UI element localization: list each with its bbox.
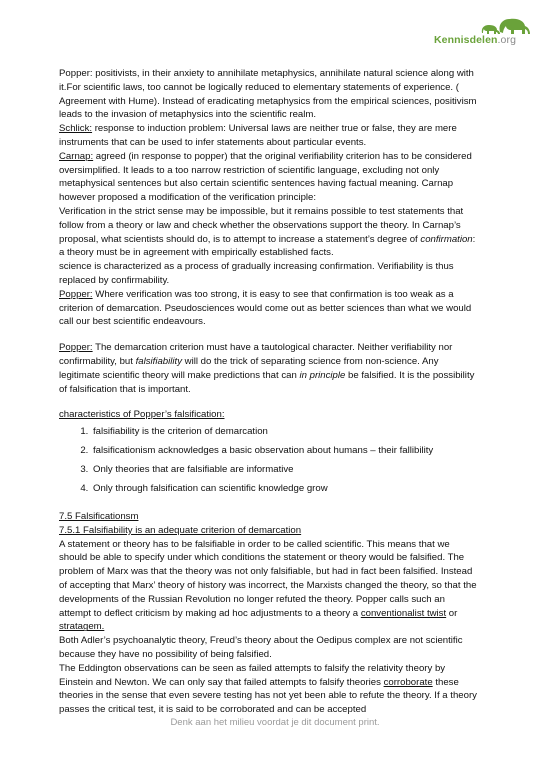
paragraph-eddington: The Eddington observations can be seen as failed attempts to falsify the relativity theory by Einstein and Newton. We can only say that failed attempts to falsify theories corroborate these theories in the sense that even severe testing has not yet been able to refute the theory. If a theory passes the critical test, it is said to be corroborated and can be accepted [59,662,477,716]
paragraph-science-confirmation: science is characterized as a process of gradually increasing confirmation. Verifiability is thus replaced by confirmability. [59,261,454,286]
paragraph-adler-freud: Both Adler’s psychoanalytic theory, Freud’s theory about the Oedipus complex are not scientific because they have no possibility of being falsified. [59,635,463,661]
list-item: 3. Only theories that are falsifiable are informative [91,463,479,477]
footer-note: Denk aan het milieu voordat je dit document print. [170,717,380,728]
list-item: 1. falsifiability is the criterion of demarcation [91,425,479,439]
paragraph-verification: Verification in the strict sense may be impossible, but it remains possible to test statements that follow from a theory or law and check whether the observations support the theory. In Carnap’s proposal, what scientists should do, is to attempt to increase a statement’s degree of confirmation: a theory must be in agreement with empirically established facts. [59,205,476,259]
elephant-icon [424,16,536,36]
paragraph-popper-positivists: Popper: positivists, in their anxiety to annihilate metaphysics, annihilate natural science along with it.For scientific laws, too cannot be logically reduced to elementary statements of experience. ( Agreement with Hume). Instead of eradicating metaphysics from the empirical sciences, positivism leads to the invasion of metaphysics into the scientific realm. [59,68,477,121]
kennisdelen-logo [424,16,536,56]
subsection-heading: 7.5.1 Falsifiability is an adequate criterion of demarcation [59,524,302,536]
characteristics-list [59,425,479,496]
paragraph-popper-demarcation: Popper: The demarcation criterion must have a tautological character. Neither verifiability nor confirmability, but falsifiability will do the trick of separating science from non-science. Any legitimate scientific theory will make predictions that can in principle be falsified. It is the possibility of falsification that is important. [59,342,475,395]
section-heading: 7.5 Falsificationsm [59,511,139,523]
paragraph-falsifiable-statement: A statement or theory has to be falsifiable in order to be called scientific. This means that we should be able to specify under which conditions the statement or theory would be falsified. The problem of Marx was that the theory was not only falsifiable, but had in fact been falsified. Instead of accepting that Marx’ theory of history was incorrect, the Marxists changed the theory, so that the developments of the Russian Revolution no longer refuted the theory. Popper calls such an attempt to deflect criticism by making ad hoc adjustments to a theory a conventionalist twist or stratagem. [59,538,477,633]
paragraph-schlick: Schlick: response to induction problem: Universal laws are neither true or false, they are mere instruments that can be used to infer statements about particular events. [59,123,457,148]
list-item: 4. Only through falsification can scientific knowledge grow [91,482,479,496]
list-item: 2. falsificationism acknowledges a basic observation about humans – their fallibility [91,444,479,458]
paragraph-popper-weak: Popper: Where verification was too strong, it is easy to see that confirmation is too weak as a criterion of demarcation. Pseudosciences would come out as better sciences than what we would call our best scientific endeavours. [59,288,472,328]
brand-name: Kennisdelen.org [434,34,517,46]
characteristics-heading: characteristics of Popper’s falsification: [59,409,225,421]
paragraph-carnap: Carnap: agreed (in response to popper) that the original verifiability criterion has to be considered oversimplified. It leads to a too narrow restriction of scientific language, excluding not only metaphysical sentences but also certain scientific sentences having factual meaning. Carnap however proposed a modification of the verification principle: [59,150,472,204]
document-body [59,67,479,717]
